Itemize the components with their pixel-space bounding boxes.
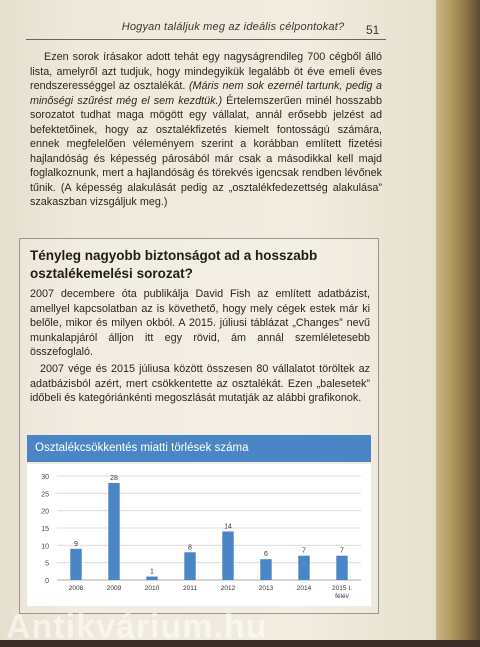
header-rule bbox=[26, 39, 386, 40]
bar bbox=[298, 556, 309, 580]
data-label: 7 bbox=[302, 547, 306, 555]
body-text-italic: (Máris nem sok ezernél tartunk, pedig a minőségi szűrést még el sem kezdtük.) bbox=[30, 80, 382, 107]
chart-title: Osztalékcsökkentés miatti törlések száma bbox=[27, 435, 371, 462]
box-title: Tényleg nagyobb biztonságot ad a hosszabb osztalékemelési sorozat? bbox=[30, 248, 318, 281]
x-tick-label: 2010 bbox=[144, 585, 160, 592]
book-spine-edge bbox=[436, 0, 480, 640]
bar bbox=[184, 552, 195, 580]
box-paragraph-2: 2007 vége és 2015 júliusa között összesen 80 vállalatot töröltek az adatbázisból azért, mert csökkentette az osztalékát. Ezen „balesetek” időbeli és kategóriánkénti megoszlását mutatják az alábbi grafikonok. bbox=[30, 363, 370, 405]
bar bbox=[146, 577, 157, 580]
watermark: Antikvárium.hu bbox=[6, 608, 268, 646]
data-label: 7 bbox=[340, 547, 344, 555]
x-tick-label: 2015 I. bbox=[332, 585, 352, 592]
y-tick-label: 10 bbox=[41, 543, 49, 551]
y-tick-label: 30 bbox=[41, 474, 49, 481]
x-tick-label: 2014 bbox=[296, 585, 312, 592]
x-tick-label: 2008 bbox=[68, 585, 84, 592]
body-paragraph bbox=[30, 50, 382, 210]
data-label: 8 bbox=[188, 544, 192, 552]
x-tick-label-line2: félév bbox=[335, 593, 349, 600]
x-tick-label: 2011 bbox=[183, 585, 197, 592]
page-number: 51 bbox=[366, 23, 380, 37]
data-label: 6 bbox=[264, 551, 268, 559]
bar bbox=[108, 483, 119, 580]
bar bbox=[70, 549, 81, 580]
y-tick-label: 0 bbox=[45, 578, 49, 585]
x-tick-label: 2013 bbox=[258, 585, 274, 592]
data-label: 28 bbox=[110, 474, 118, 482]
y-tick-label: 15 bbox=[41, 526, 49, 533]
bar bbox=[260, 559, 271, 580]
bar bbox=[336, 556, 347, 580]
y-tick-label: 5 bbox=[45, 560, 49, 568]
bar bbox=[222, 531, 233, 580]
body-text-part1: Ezen sorok írásakor adott tehát egy nagyságrendileg 700 cégből álló lista, amelyről azt tudjuk, hogy mindegyikük legalább öt éve emeli éves rendszerességgel az osztalékát. bbox=[30, 51, 382, 93]
box-paragraph-1: 2007 decembere óta publikálja David Fish az említett adatbázist, amellyel kapcsolatban az is követhető, hogy mely cégek estek már ki belőle, mikor és milyen okból. A 2015. júliusi táblázat „Changes” nevű munkalapjáról álljon itt egy rövid, ám annál szemléletesebb összefoglaló. bbox=[30, 288, 370, 359]
x-tick-label: 2009 bbox=[106, 585, 122, 592]
data-label: 1 bbox=[150, 568, 154, 576]
body-text-part3: Értelemszerűen minél hosszabb sorozatot tudhat maga mögött egy vállalat, annál erősebb jelzést ad befektetőinek, hogy az osztalékfizetés kiemelt fontosságú számára, ennek megfelelően véleményem szerint a korábban említett fizetési hajlandóság és képesség párosából már csak a másodikkal kell majd foglalkoznunk, mert a hajlandóság és törekvés igencsak rendben lévőnek tűnik. (A képesség alakulását pedig az „osztalékfedezettség alakulása” szakaszban vizsgáljuk meg.) bbox=[30, 94, 382, 209]
x-tick-label: 2012 bbox=[220, 585, 236, 592]
sidebar-box bbox=[19, 238, 379, 614]
running-header: Hogyan találjuk meg az ideális célpontokat? bbox=[121, 21, 345, 33]
y-tick-label: 20 bbox=[41, 508, 49, 516]
data-label: 9 bbox=[74, 540, 78, 548]
y-tick-label: 25 bbox=[41, 491, 49, 499]
data-label: 14 bbox=[224, 523, 232, 531]
bar-chart bbox=[27, 464, 371, 606]
